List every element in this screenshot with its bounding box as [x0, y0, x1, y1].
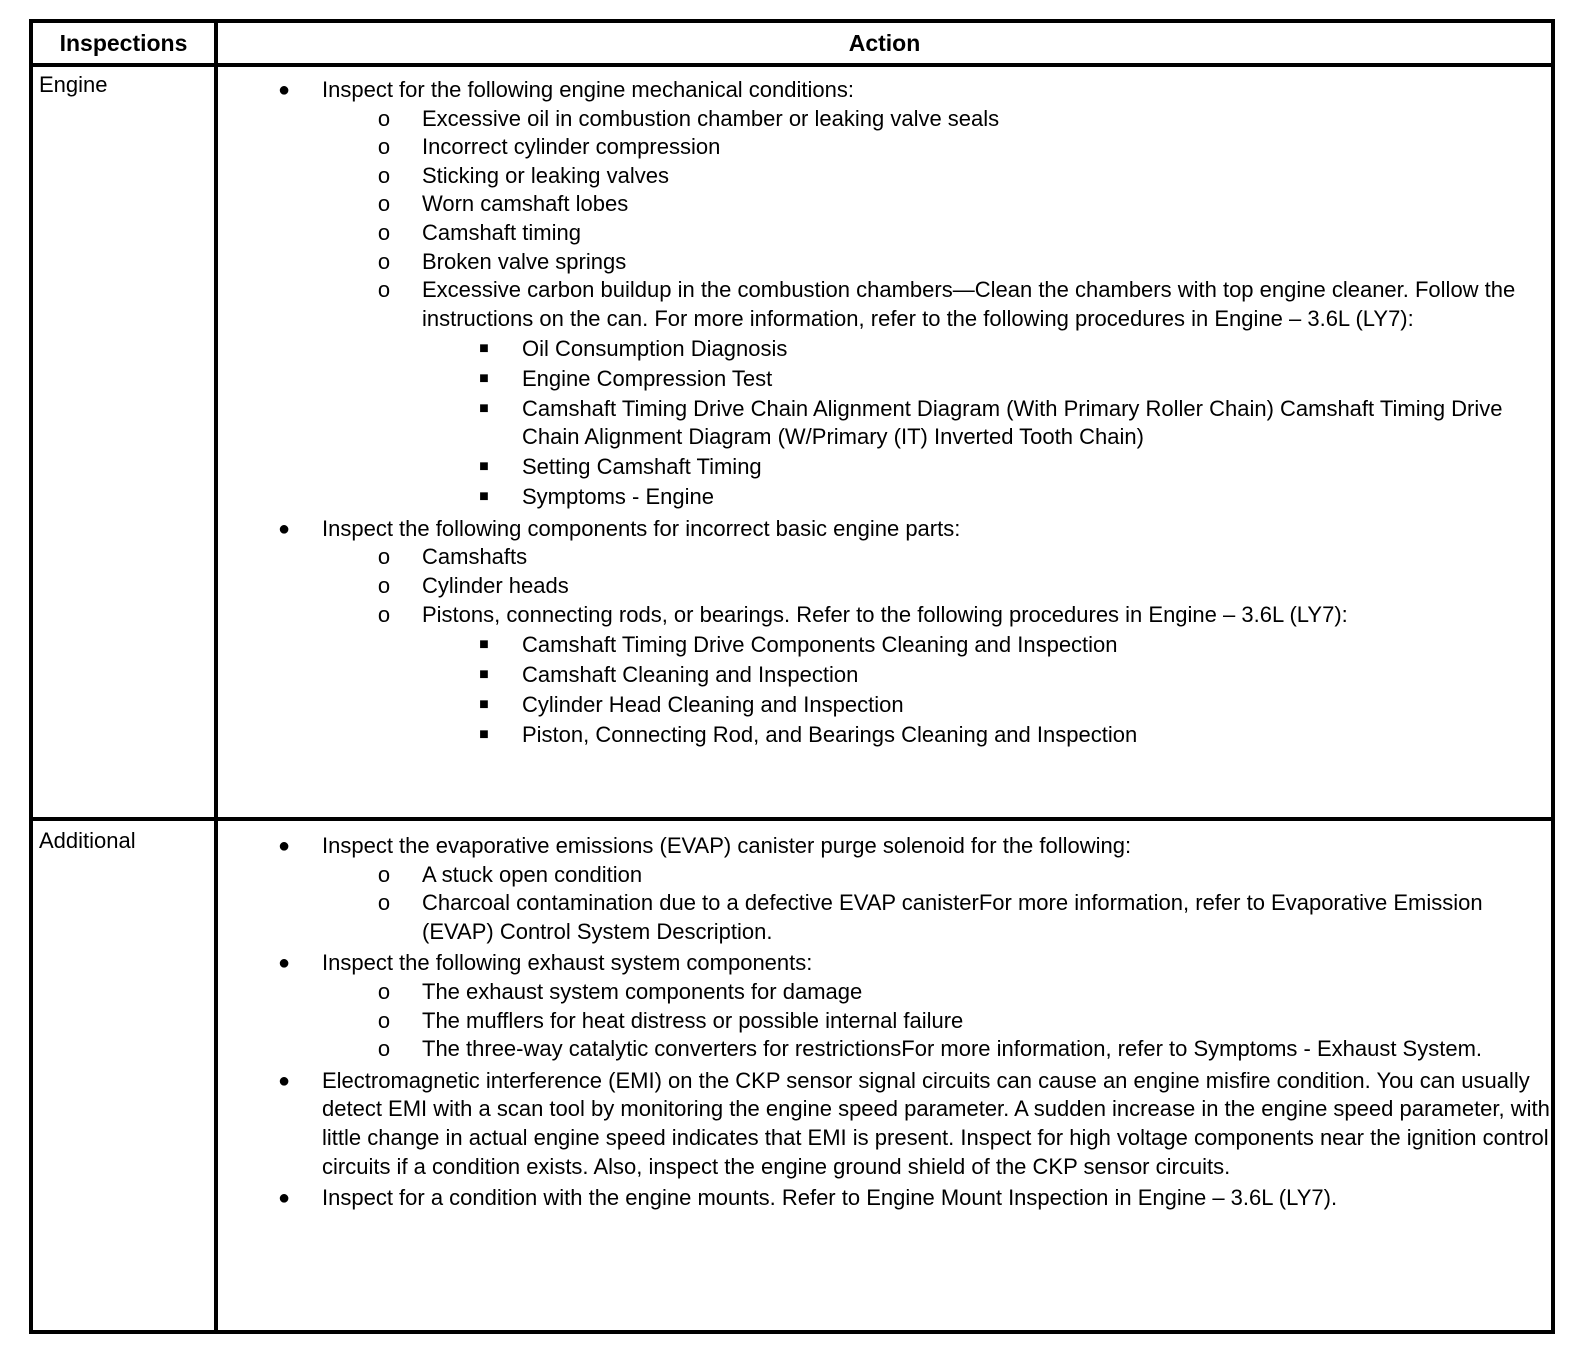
- square-marker: ■: [479, 725, 489, 743]
- sub-list: [322, 543, 1551, 749]
- sub-item: [377, 219, 1551, 248]
- sub-item-text: Excessive oil in combustion chamber or leaking valve seals: [422, 105, 1000, 131]
- sub-item: [377, 601, 1551, 750]
- action-list: [218, 76, 1551, 749]
- sub-list: [322, 105, 1551, 512]
- header-divider: [33, 63, 1551, 67]
- procedure-item-text: Cylinder Head Cleaning and Inspection: [522, 691, 904, 717]
- action-item: [277, 1184, 1551, 1213]
- sub-item: [377, 978, 1551, 1007]
- sub-item: [377, 248, 1551, 277]
- sub-item: [377, 133, 1551, 162]
- action-item-text: Inspect for the following engine mechanical conditions:: [322, 77, 854, 102]
- action-item-text: Inspect for a condition with the engine mounts. Refer to Engine Mount Inspection in Engine – 3.6L (LY7).: [322, 1185, 1338, 1211]
- circle-marker: o: [377, 162, 391, 188]
- sub-item-text: The mufflers for heat distress or possible internal failure: [422, 1007, 964, 1033]
- row-divider: [33, 817, 1551, 821]
- action-item: [277, 515, 1551, 749]
- bullet-marker: ●: [277, 517, 291, 540]
- procedure-list: [422, 631, 1551, 750]
- action-item-text: Inspect the following exhaust system components:: [322, 950, 813, 976]
- action-item-text: Inspect the evaporative emissions (EVAP) canister purge solenoid for the following:: [322, 833, 1132, 858]
- sub-item: [377, 861, 1551, 890]
- circle-marker: o: [377, 191, 391, 217]
- bullet-marker: ●: [277, 835, 291, 857]
- sub-item-text: The exhaust system components for damage: [422, 978, 863, 1004]
- sub-item: [377, 162, 1551, 191]
- action-item: [277, 1067, 1551, 1181]
- action-item-text: Inspect the following components for incorrect basic engine parts:: [322, 515, 961, 541]
- action-item: [277, 76, 1551, 512]
- square-marker: ■: [479, 635, 489, 653]
- procedure-item: [479, 691, 1551, 720]
- sub-item-text: Broken valve springs: [422, 248, 627, 274]
- procedure-item-text: Camshaft Timing Drive Chain Alignment Diagram (With Primary Roller Chain) Camshaft Timing Drive Chain Alignment Diagram (W/Primary (IT) Inverted Tooth Chain): [522, 395, 1503, 450]
- sub-item: [377, 276, 1551, 512]
- circle-marker: o: [377, 134, 391, 160]
- procedure-item-text: Piston, Connecting Rod, and Bearings Cleaning and Inspection: [522, 721, 1138, 747]
- square-marker: ■: [479, 695, 489, 713]
- sub-item: [377, 572, 1551, 601]
- procedure-item: [479, 661, 1551, 690]
- square-marker: ■: [479, 488, 489, 506]
- action-item-text: Electromagnetic interference (EMI) on the CKP sensor signal circuits can cause an engine misfire condition. You can usually detect EMI with a scan tool by monitoring the engine speed parameter. A sudden increase in the engine speed parameter, with little change in actual engine speed indicates that EMI is present. Inspect for high voltage components near the ignition control circuits if a condition exists. Also, inspect the engine ground shield of the CKP sensor circuits.: [322, 1067, 1550, 1179]
- header-inspections: Inspections: [59, 30, 188, 56]
- bullet-marker: ●: [277, 1069, 291, 1092]
- circle-marker: o: [377, 601, 391, 627]
- sub-item-text: Worn camshaft lobes: [422, 191, 629, 217]
- procedure-item: [479, 453, 1551, 482]
- sub-item: [377, 105, 1551, 134]
- circle-marker: o: [377, 890, 391, 916]
- procedure-item: [479, 335, 1551, 364]
- circle-marker: o: [377, 978, 391, 1004]
- procedure-item: [479, 395, 1551, 452]
- row-label-engine: Engine: [39, 72, 108, 97]
- procedure-item-text: Camshaft Cleaning and Inspection: [522, 661, 859, 687]
- row-label-additional: Additional: [39, 828, 136, 853]
- circle-marker: o: [377, 1036, 391, 1062]
- sub-item: [377, 543, 1551, 572]
- sub-item-text: Cylinder heads: [422, 573, 569, 599]
- sub-list: [322, 861, 1551, 947]
- procedure-item-text: Camshaft Timing Drive Components Cleaning and Inspection: [522, 631, 1118, 657]
- procedure-item: [479, 365, 1551, 394]
- circle-marker: o: [377, 544, 391, 570]
- circle-marker: o: [377, 219, 391, 245]
- procedure-item: [479, 631, 1551, 660]
- sub-item-text: Camshafts: [422, 544, 528, 570]
- procedure-item-text: Symptoms - Engine: [522, 484, 714, 510]
- procedure-item: [479, 721, 1551, 750]
- circle-marker: o: [377, 248, 391, 274]
- circle-marker: o: [377, 573, 391, 599]
- procedure-list: [422, 335, 1551, 512]
- square-marker: ■: [479, 339, 489, 357]
- action-item: [277, 949, 1551, 1063]
- sub-item: [377, 889, 1551, 946]
- square-marker: ■: [479, 458, 489, 476]
- sub-list: [322, 978, 1551, 1064]
- square-marker: ■: [479, 399, 489, 417]
- sub-item: [377, 1007, 1551, 1036]
- square-marker: ■: [479, 369, 489, 387]
- procedure-item-text: Engine Compression Test: [522, 365, 773, 391]
- sub-item-text: Charcoal contamination due to a defective EVAP canisterFor more information, refer to Evaporative Emission (EVAP) Control System Description.: [422, 890, 1483, 944]
- sub-item: [377, 1035, 1551, 1064]
- additional-action-cell: [218, 829, 1551, 1213]
- procedure-item-text: Setting Camshaft Timing: [522, 454, 762, 480]
- sub-item-text: Excessive carbon buildup in the combustion chambers—Clean the chambers with top engine cleaner. Follow the instructions on the can. For more information, refer to the following procedures in Engine – 3.6L (LY7):: [422, 277, 1516, 331]
- sub-item-text: A stuck open condition: [422, 861, 643, 887]
- procedure-item: [479, 483, 1551, 512]
- circle-marker: o: [377, 861, 391, 887]
- circle-marker: o: [377, 277, 391, 303]
- action-list: [218, 832, 1551, 1213]
- sub-item-text: Incorrect cylinder compression: [422, 134, 721, 160]
- square-marker: ■: [479, 665, 489, 683]
- inspection-table: [29, 19, 1555, 1334]
- bullet-marker: ●: [277, 79, 291, 101]
- procedure-item-text: Oil Consumption Diagnosis: [522, 335, 788, 361]
- action-item: [277, 832, 1551, 946]
- sub-item-text: Camshaft timing: [422, 219, 581, 245]
- sub-item-text: The three-way catalytic converters for restrictionsFor more information, refer to Symptoms - Exhaust System.: [422, 1036, 1483, 1062]
- engine-action-cell: [218, 73, 1551, 749]
- sub-item-text: Sticking or leaking valves: [422, 162, 670, 188]
- sub-item-text: Pistons, connecting rods, or bearings. Refer to the following procedures in Engine – 3.6L (LY7):: [422, 601, 1348, 627]
- sub-item: [377, 190, 1551, 219]
- bullet-marker: ●: [277, 952, 291, 975]
- bullet-marker: ●: [277, 1187, 291, 1210]
- circle-marker: o: [377, 1007, 391, 1033]
- circle-marker: o: [377, 105, 391, 131]
- header-action: Action: [848, 30, 921, 56]
